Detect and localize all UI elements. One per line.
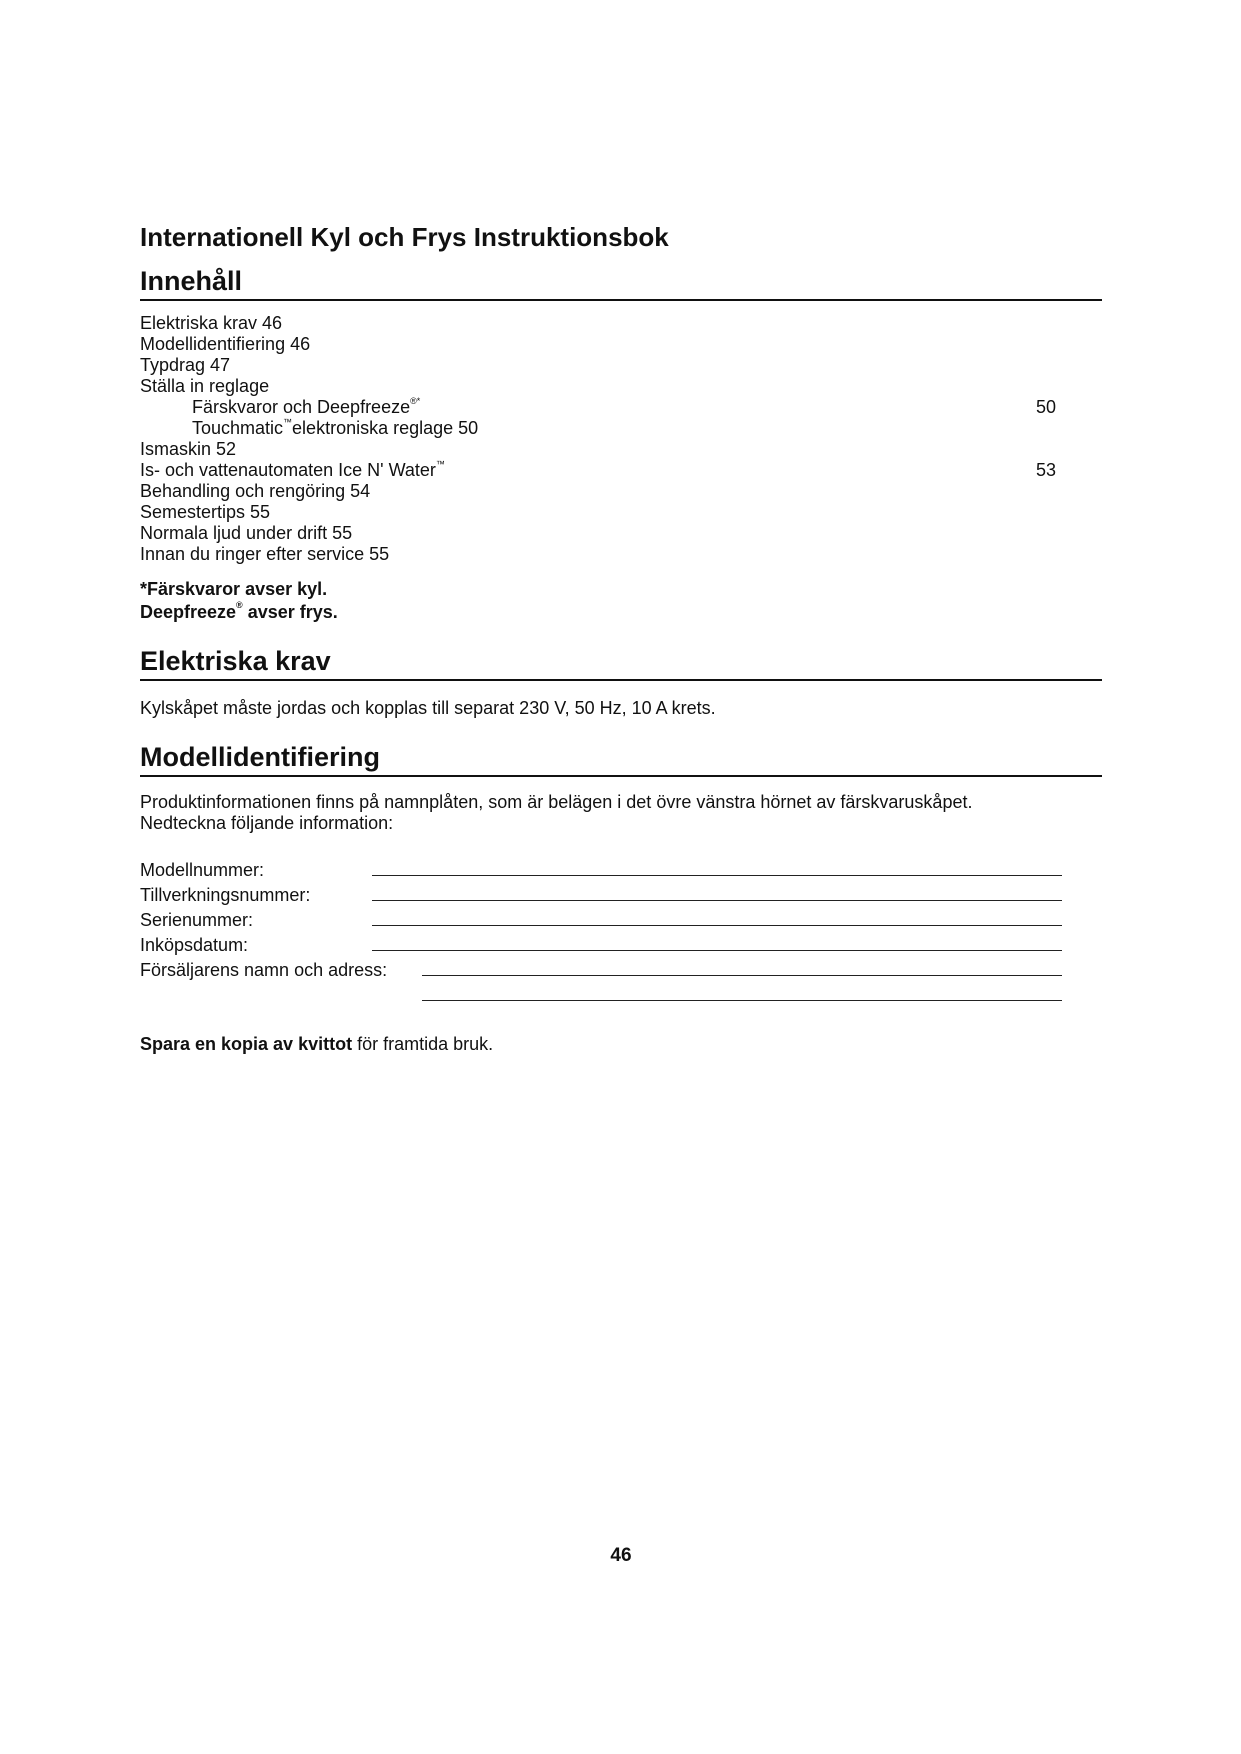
record-information-form (140, 860, 1102, 985)
electrical-text: Kylskåpet måste jordas och kopplas till separat 230 V, 50 Hz, 10 A krets. (140, 698, 716, 718)
form-row-serial-number (140, 910, 1102, 935)
blank-line (372, 900, 1062, 901)
toc-item: Is- och vattenautomaten Ice N' Water™ 53 (140, 459, 1057, 480)
toc-item: Normala ljud under drift 55 (140, 523, 353, 543)
toc-item: Ismaskin 52 (140, 439, 237, 459)
document-title: Internationell Kyl och Frys Instruktionsbok (140, 222, 669, 252)
form-row-purchase-date (140, 935, 1102, 960)
field-label: Serienummer: (140, 910, 254, 930)
blank-line (372, 875, 1062, 876)
footnote-line: Deepfreeze® avser frys. (140, 600, 338, 622)
toc-page-number: 50 (1036, 397, 1057, 417)
blank-line (422, 975, 1062, 976)
model-id-heading-block (140, 742, 1102, 777)
model-id-text: Produktinformationen finns på namnplåten, som är belägen i det övre vänstra hörnet av färskvaruskåpet. Nedteckna följande information: (140, 792, 973, 833)
toc-item: Elektriska krav 46 (140, 313, 283, 333)
toc-item: Semestertips 55 (140, 502, 271, 522)
contents-heading: Innehåll (140, 266, 243, 296)
toc-item: Typdrag 47 (140, 355, 231, 375)
toc-item: Färskvaror och Deepfreeze®* 50 (192, 396, 1057, 417)
form-row-model-number (140, 860, 1102, 885)
electrical-heading-block (140, 646, 1102, 681)
page-number: 46 (610, 1545, 632, 1566)
form-row-dealer (140, 960, 1102, 985)
field-label: Modellnummer: (140, 860, 265, 880)
footnote-line: *Färskvaror avser kyl. (140, 579, 328, 599)
table-of-contents (140, 313, 1102, 565)
blank-line (372, 925, 1062, 926)
toc-item: Behandling och rengöring 54 (140, 481, 371, 501)
toc-item: Touchmatic™elektroniska reglage 50 (192, 417, 479, 438)
blank-line (422, 1000, 1062, 1001)
blank-line (372, 950, 1062, 951)
field-label: Försäljarens namn och adress: (140, 960, 388, 980)
toc-item: Modellidentifiering 46 (140, 334, 311, 354)
toc-item: Innan du ringer efter service 55 (140, 544, 390, 564)
toc-page-number: 53 (1036, 460, 1057, 480)
contents-heading-block (140, 266, 1102, 301)
model-id-heading: Modellidentifiering (140, 742, 380, 772)
keep-receipt-note: Spara en kopia av kvittot för framtida bruk. (140, 1034, 494, 1054)
electrical-heading: Elektriska krav (140, 646, 331, 676)
field-label: Inköpsdatum: (140, 935, 249, 955)
field-label: Tillverkningsnummer: (140, 885, 311, 905)
form-row-manufacturing-number (140, 885, 1102, 910)
toc-item: Ställa in reglage (140, 376, 270, 396)
footnote-definitions (140, 578, 338, 624)
